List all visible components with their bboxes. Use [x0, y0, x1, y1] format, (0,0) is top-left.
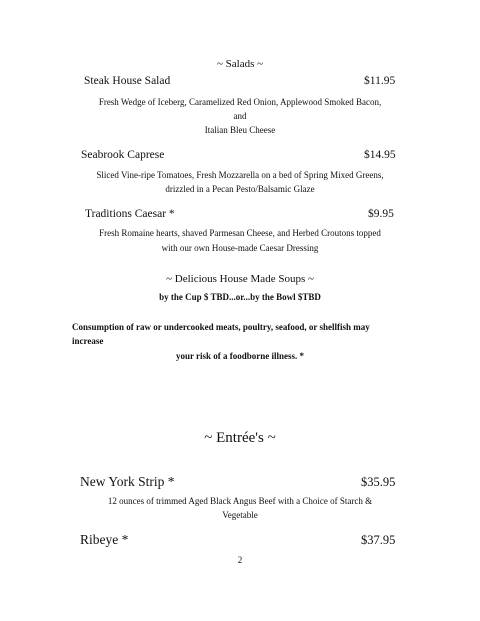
- salad-desc-line: Fresh Romaine hearts, shaved Parmesan Cheese, and Herbed Croutons topped: [99, 228, 381, 238]
- salad-desc-line: Italian Bleu Cheese: [204, 125, 276, 135]
- soups-pricing: by the Cup $ TBD...or...by the Bowl $TBD: [159, 292, 321, 302]
- salad-price-traditions-caesar: $9.95: [368, 208, 394, 220]
- food-warning-line: your risk of a foodborne illness. *: [175, 351, 305, 361]
- salad-desc-line: Sliced Vine-ripe Tomatoes, Fresh Mozzarella on a bed of Spring Mixed Greens,: [96, 170, 384, 180]
- salad-price-steak-house: $11.95: [364, 75, 396, 87]
- salad-name-steak-house: Steak House Salad: [84, 75, 171, 87]
- salad-desc-line: Fresh Wedge of Iceberg, Caramelized Red Onion, Applewood Smoked Bacon,: [98, 97, 382, 107]
- entree-name-new-york-strip: New York Strip *: [80, 474, 175, 489]
- entree-price-new-york-strip: $35.95: [361, 475, 396, 489]
- entree-name-ribeye: Ribeye *: [80, 532, 129, 547]
- entree-desc-line: Vegetable: [222, 510, 258, 520]
- salad-name-traditions-caesar: Traditions Caesar *: [85, 208, 175, 220]
- entrees-header: ~ Entrée's ~: [204, 430, 276, 446]
- food-warning-line: Consumption of raw or undercooked meats, poultry, seafood, or shellfish may: [72, 322, 370, 332]
- food-warning-line: increase: [72, 336, 104, 346]
- soups-header: ~ Delicious House Made Soups ~: [166, 273, 314, 285]
- salad-desc-line: drizzled in a Pecan Pesto/Balsamic Glaze: [165, 184, 315, 194]
- salad-price-seabrook-caprese: $14.95: [364, 149, 396, 161]
- salads-header: ~ Salads ~: [216, 58, 264, 70]
- page-number: 2: [237, 555, 243, 565]
- entree-price-ribeye: $37.95: [361, 533, 396, 547]
- entree-desc-line: 12 ounces of trimmed Aged Black Angus Beef with a Choice of Starch &: [107, 496, 373, 506]
- salad-desc-line: with our own House-made Caesar Dressing: [161, 243, 319, 253]
- salad-name-seabrook-caprese: Seabrook Caprese: [81, 149, 165, 161]
- salad-desc-line: and: [233, 111, 247, 121]
